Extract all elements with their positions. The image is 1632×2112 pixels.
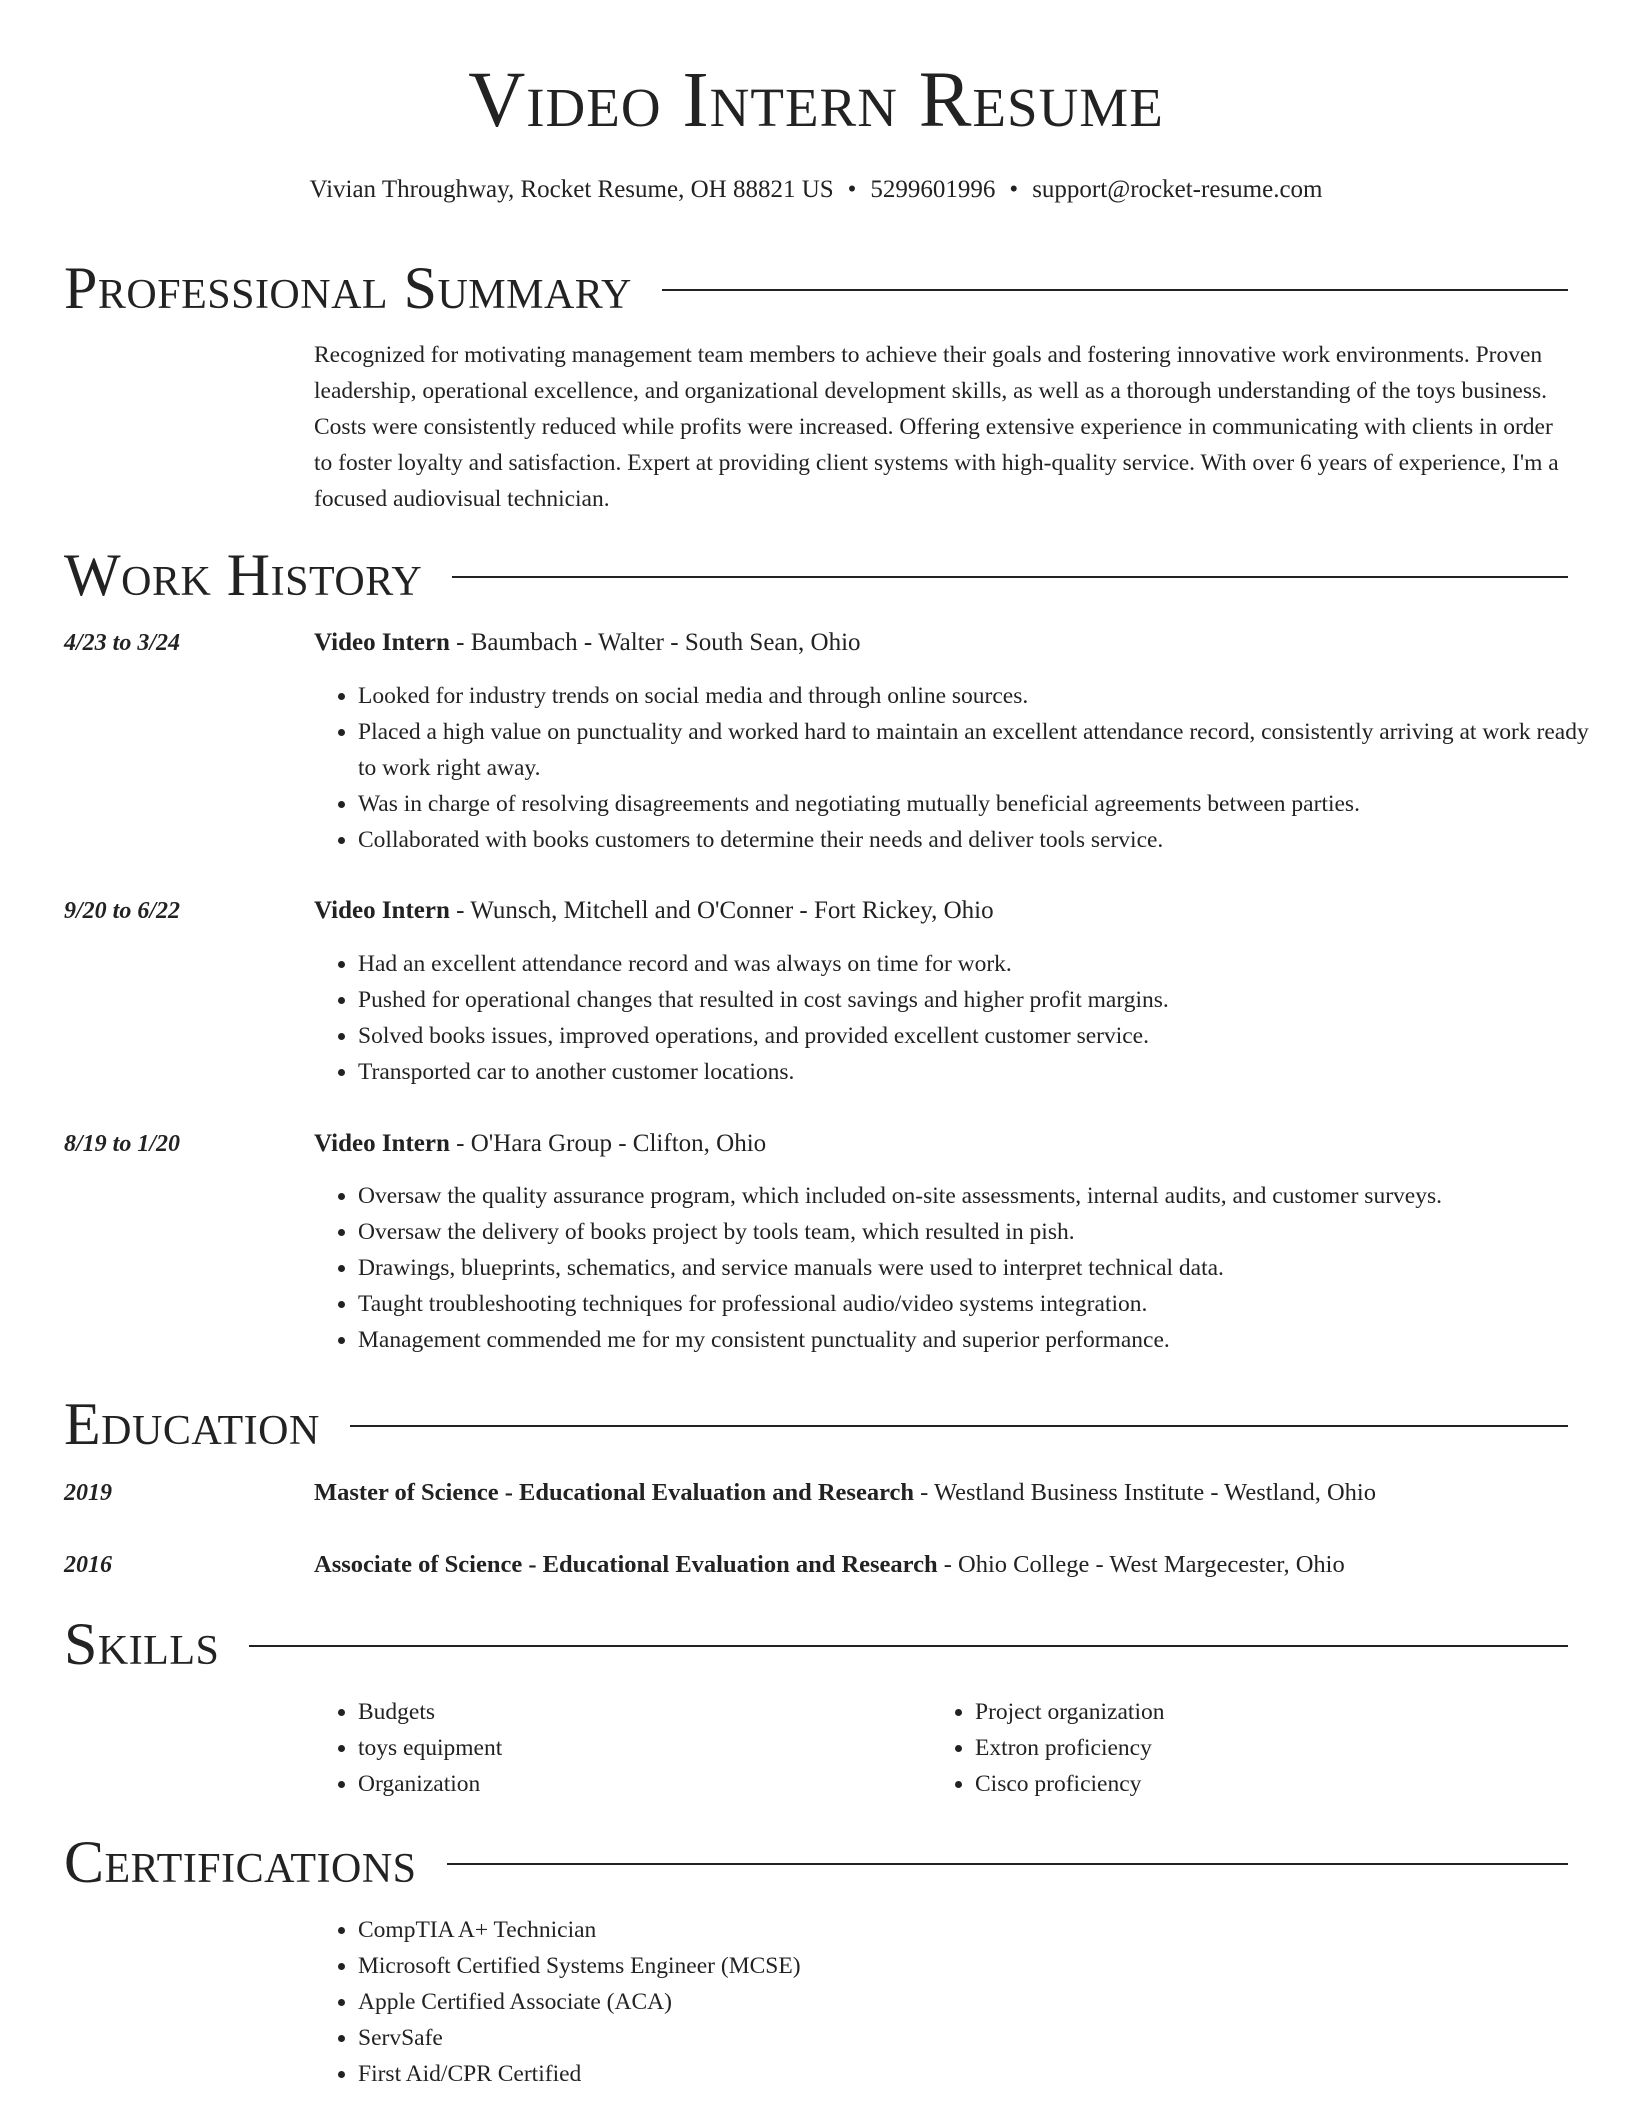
job-heading: [314, 896, 994, 926]
contact-separator: •: [1009, 176, 1019, 203]
job-employer: - O'Hara Group - Clifton, Ohio: [449, 1130, 767, 1157]
skills-list-right: [931, 1694, 1575, 1802]
contact-address: Vivian Throughway, Rocket Resume, OH 88821 US: [309, 176, 834, 203]
section-divider: [447, 1863, 1568, 1865]
list-item: • Cisco proficiency: [975, 1766, 1575, 1802]
list-item: • ServSafe: [358, 2020, 1612, 2056]
summary-text: Recognized for motivating management team members to achieve their goals and fostering innovative work environments. Proven leadership, operational excellence, and organizational development skills, as well as a thorough understanding of the toys business. Costs were consistently reduced while profits were increased. Offering extensive experience in communicating with clients in order to foster loyalty and satisfaction. Expert at providing client systems with high-quality service. With over 6 years of experience, I'm a focused audiovisual technician.: [314, 342, 1559, 512]
section-title-certifications: Certifications: [64, 1829, 417, 1895]
section-header-education: [64, 1391, 1568, 1457]
contact-separator: •: [847, 176, 857, 203]
section-header-skills: [64, 1611, 1568, 1677]
contact-phone: 5299601996: [870, 176, 996, 203]
list-item: • Budgets: [358, 1694, 958, 1730]
list-item: • Oversaw the quality assurance program, which included on-site assessments, internal audits, and customer surveys.: [358, 1178, 1612, 1214]
section-divider: [662, 289, 1568, 291]
education-year: 2019: [64, 1480, 112, 1506]
section-divider: [350, 1425, 1568, 1427]
section-divider: [249, 1645, 1568, 1647]
list-item: • Apple Certified Associate (ACA): [358, 1984, 1612, 2020]
section-title-skills: Skills: [64, 1611, 220, 1677]
job-bullets: [314, 946, 1612, 1090]
list-item: • Collaborated with books customers to determine their needs and deliver tools service.: [358, 822, 1612, 858]
education-entry: [314, 1478, 1376, 1507]
job-dates: 4/23 to 3/24: [64, 630, 181, 656]
list-item: • Was in charge of resolving disagreements and negotiating mutually beneficial agreements between parties.: [358, 786, 1612, 822]
resume-title: Video Intern Resume: [468, 57, 1164, 144]
job-title: Video Intern: [314, 897, 450, 924]
education-school: - Ohio College - West Margecester, Ohio: [937, 1551, 1345, 1578]
education-degree: Associate of Science - Educational Evaluation and Research: [314, 1551, 938, 1578]
section-header-certifications: [64, 1829, 1568, 1895]
list-item: • Drawings, blueprints, schematics, and service manuals were used to interpret technical data.: [358, 1250, 1612, 1286]
section-title-summary: Professional Summary: [64, 255, 632, 321]
list-item: • Management commended me for my consistent punctuality and superior performance.: [358, 1322, 1612, 1358]
education-entry: [314, 1550, 1345, 1579]
section-title-education: Education: [64, 1391, 320, 1457]
section-header-summary: [64, 255, 1568, 321]
education-school: - Westland Business Institute - Westland, Ohio: [914, 1479, 1376, 1506]
list-item: • Looked for industry trends on social media and through online sources.: [358, 678, 1612, 714]
skills-list-left: [314, 1694, 958, 1802]
job-bullets: [314, 1178, 1612, 1358]
list-item: • Oversaw the delivery of books project by tools team, which resulted in pish.: [358, 1214, 1612, 1250]
list-item: • Had an excellent attendance record and was always on time for work.: [358, 946, 1612, 982]
section-header-work-history: [64, 542, 1568, 608]
list-item: • Placed a high value on punctuality and worked hard to maintain an excellent attendance record, consistently arriving at work ready to work right away.: [358, 714, 1612, 786]
list-item: • Project organization: [975, 1694, 1575, 1730]
certifications-list: [314, 1912, 1612, 2092]
list-item: • Microsoft Certified Systems Engineer (MCSE): [358, 1948, 1612, 1984]
job-heading: [314, 1129, 766, 1159]
list-item: • Pushed for operational changes that resulted in cost savings and higher profit margins.: [358, 982, 1612, 1018]
job-employer: - Wunsch, Mitchell and O'Conner - Fort Rickey, Ohio: [449, 897, 994, 924]
list-item: • Transported car to another customer locations.: [358, 1054, 1612, 1090]
list-item: • Organization: [358, 1766, 958, 1802]
job-bullets: [314, 678, 1612, 858]
job-heading: [314, 628, 861, 658]
list-item: • First Aid/CPR Certified: [358, 2056, 1612, 2092]
list-item: • Taught troubleshooting techniques for professional audio/video systems integration.: [358, 1286, 1612, 1322]
list-item: • toys equipment: [358, 1730, 958, 1766]
list-item: • CompTIA A+ Technician: [358, 1912, 1612, 1948]
job-title: Video Intern: [314, 1130, 450, 1157]
contact-email: support@rocket-resume.com: [1032, 176, 1323, 203]
contact-line: [0, 175, 1632, 205]
section-divider: [452, 576, 1568, 578]
section-title-work-history: Work History: [64, 542, 423, 608]
list-item: • Solved books issues, improved operations, and provided excellent customer service.: [358, 1018, 1612, 1054]
job-dates: 9/20 to 6/22: [64, 898, 181, 924]
education-degree: Master of Science - Educational Evaluation and Research: [314, 1479, 915, 1506]
job-dates: 8/19 to 1/20: [64, 1131, 181, 1157]
job-title: Video Intern: [314, 629, 450, 656]
job-employer: - Baumbach - Walter - South Sean, Ohio: [449, 629, 861, 656]
list-item: • Extron proficiency: [975, 1730, 1575, 1766]
education-year: 2016: [64, 1552, 112, 1578]
